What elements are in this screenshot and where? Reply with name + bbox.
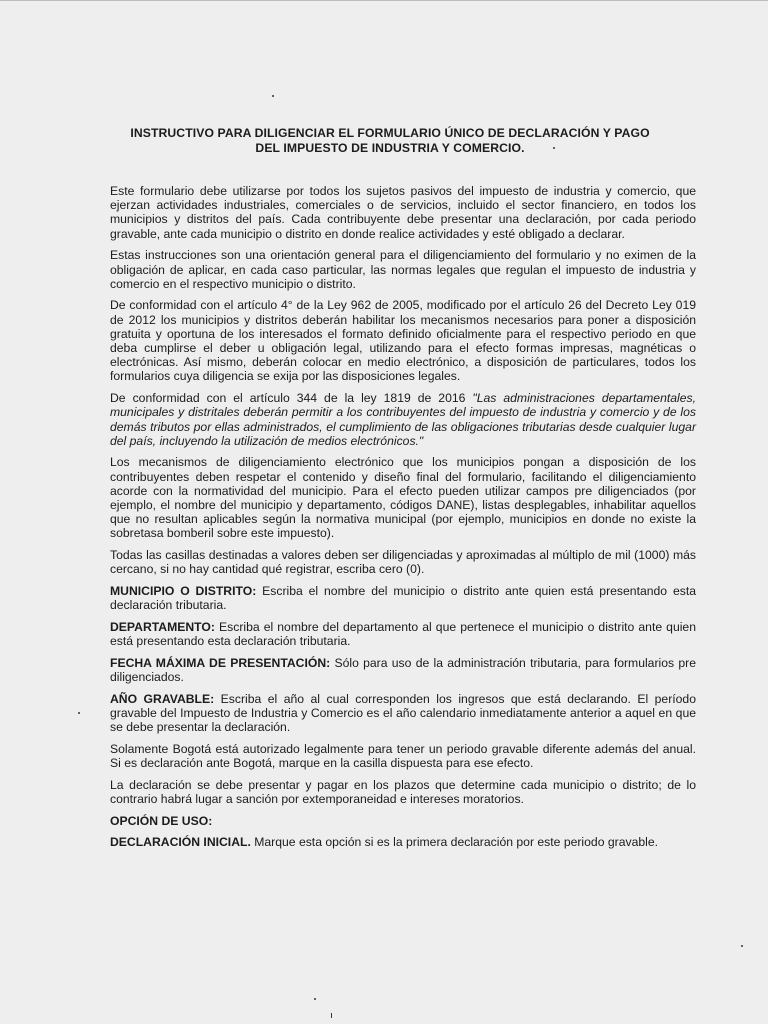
document-body bbox=[110, 184, 696, 857]
field-municipio bbox=[110, 584, 696, 612]
paragraph-electronic-mechanisms: Los mecanismos de diligenciamiento electrónico que los municipios pongan a disposición de los contribuyentes deben respetar el contenido y diseño final del formulario, facilitando el diligenciamiento acorde con la normatividad del municipio. Para el efecto pueden utilizar campos pre diligenciados (por ejemplo, el nombre del municipio y departamento, códigos DANE), listas desplegables, inhabilitar aquellos que no resultan aplicables según la normativa municipal (por ejemplo, municipios en donde no existe la sobretasa bomberil sobre este impuesto). bbox=[110, 455, 696, 541]
document-title bbox=[100, 126, 680, 156]
scan-edge bbox=[0, 0, 768, 1]
ley-1819-quote: "Las administraciones departamentales, municipales y distritales deberán permitir a los contribuyentes del impuesto de industria y comercio y de los demás tributos por ellas administrados, el cumplimiento de las obligaciones tributarias desde cualquier lugar del país, incluyendo la utilización de medios electrónicos." bbox=[110, 391, 696, 448]
field-departamento bbox=[110, 620, 696, 648]
field-declaracion-inicial bbox=[110, 835, 696, 849]
field-departamento-text: Escriba el nombre del departamento al que pertenece el municipio o distrito ante quien está presentando esta declaración tributaria. bbox=[110, 619, 696, 649]
field-ano-gravable-label: AÑO GRAVABLE: bbox=[110, 691, 215, 706]
field-fecha-maxima bbox=[110, 656, 696, 684]
field-fecha-maxima-label: FECHA MÁXIMA DE PRESENTACIÓN: bbox=[110, 655, 331, 670]
field-ano-gravable bbox=[110, 692, 696, 735]
field-municipio-label: MUNICIPIO O DISTRITO: bbox=[110, 584, 257, 599]
field-declaracion-inicial-label: DECLARACIÓN INICIAL. bbox=[110, 834, 251, 849]
title-line-1: INSTRUCTIVO PARA DILIGENCIAR EL FORMULARIO ÚNICO DE DECLARACIÓN Y PAGO bbox=[130, 126, 650, 140]
paragraph-scope: Este formulario debe utilizarse por todos los sujetos pasivos del impuesto de industria y comercio, que ejerzan actividades industriales, comerciales o de servicios, incluido el sector financiero, en todos los municipios y distritos del país. Cada contribuyente debe presentar una declaración, por cada periodo gravable, ante cada municipio o distrito en donde realice actividades y esté obligado a declarar. bbox=[110, 184, 696, 241]
field-ano-gravable-text: Escriba el año al cual corresponden los ingresos que está declarando. El período gravable del Impuesto de Industria y Comercio es el año calendario inmediatamente anterior a aquel en que se debe presentar la declaración. bbox=[110, 691, 696, 735]
paragraph-bogota: Solamente Bogotá está autorizado legalmente para tener un periodo gravable diferente además del anual. Si es declaración ante Bogotá, marque en la casilla dispuesta para ese efecto. bbox=[110, 741, 696, 771]
field-municipio-text: Escriba el nombre del municipio o distrito ante quien está presentando esta declaración tributaria. bbox=[110, 584, 696, 613]
field-declaracion-inicial-text: Marque esta opción si es la primera declaración por este periodo gravable. bbox=[250, 834, 658, 849]
paragraph-ley-962: De conformidad con el artículo 4° de la Ley 962 de 2005, modificado por el artículo 26 del Decreto Ley 019 de 2012 los municipios y distritos deberán habilitar los mecanismos necesarios para poner a disposición gratuita y oportuna de los interesados el formato definido oficialmente para el respectivo periodo en que deba cumplirse el deber u obligación legal, utilizando para el efecto formas impresas, magnéticas o electrónicas. Así mismo, deberán colocar en medio electrónico, a disposición de particulares, todos los formularios cuya diligencia se exija por las disposiciones legales. bbox=[110, 298, 696, 384]
ley-1819-lead: De conformidad con el artículo 344 de la ley 1819 de 2016 bbox=[110, 391, 473, 406]
field-fecha-maxima-text: Sólo para uso de la administración tributaria, para formularios pre diligenciados. bbox=[110, 655, 696, 685]
field-departamento-label: DEPARTAMENTO: bbox=[110, 619, 215, 634]
scan-speck bbox=[272, 95, 274, 97]
scan-speck bbox=[741, 945, 743, 947]
scan-speck bbox=[331, 1013, 332, 1018]
scan-speck bbox=[553, 147, 555, 149]
paragraph-deadlines: La declaración se debe presentar y pagar en los plazos que determine cada municipio o distrito; de lo contrario habrá lugar a sanción por extemporaneidad e intereses moratorios. bbox=[110, 777, 696, 807]
paragraph-ley-1819 bbox=[110, 391, 696, 448]
paragraph-rounding: Todas las casillas destinadas a valores deben ser diligenciadas y aproximadas al múltiplo de mil (1000) más cercano, si no hay cantidad qué registrar, escriba cero (0). bbox=[110, 548, 696, 577]
scan-speck bbox=[78, 712, 80, 714]
heading-opcion-de-uso: OPCIÓN DE USO: bbox=[110, 813, 213, 828]
scan-speck bbox=[314, 998, 316, 1000]
paragraph-orientation: Estas instrucciones son una orientación general para el diligenciamiento del formulario y no eximen de la obligación de aplicar, en cada caso particular, las normas legales que regulan el impuesto de industria y comercio en el respectivo municipio o distrito. bbox=[110, 248, 696, 291]
title-line-2: DEL IMPUESTO DE INDUSTRIA Y COMERCIO. bbox=[255, 141, 525, 155]
